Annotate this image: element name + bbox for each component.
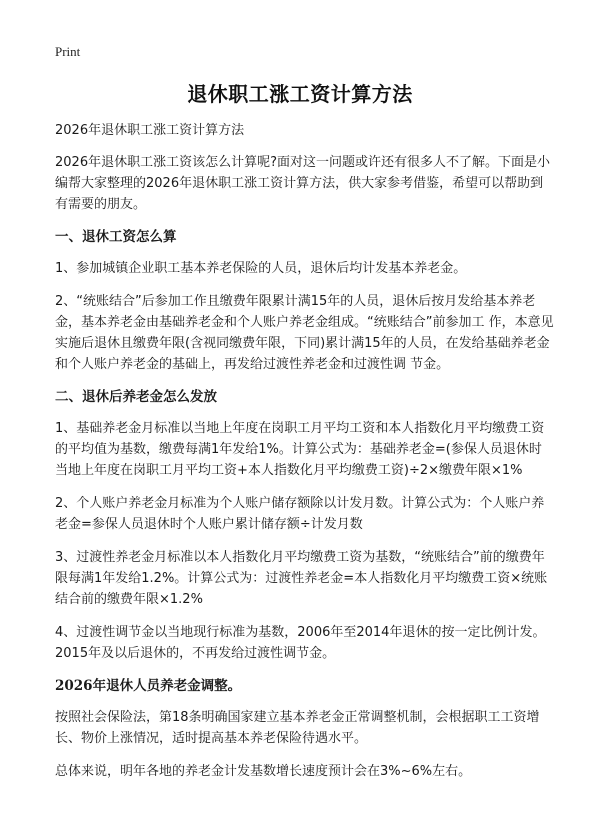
section-heading-2: 二、退休后养老金怎么发放	[55, 389, 217, 405]
article-title: 退休职工涨工资计算方法	[187, 82, 413, 106]
paragraph: 按照社会保险法，第18条明确国家建立基本养老金正常调整机制，会根据职工工资增长、物价上涨情况，适时提高基本养老保险待遇水平。	[55, 710, 540, 746]
section-heading-3: 2026年退休人员养老金调整。	[55, 678, 242, 694]
paragraph: 3、过渡性养老金月标准以本人指数化月平均缴费工资为基数，“统账结合”前的缴费年限每满1年发给1.2%。计算公式为：过渡性养老金=本人指数化月平均缴费工资×统账结合前的缴费年限×1.2%	[55, 550, 548, 607]
paragraph: 1、基础养老金月标准以当地上年度在岗职工月平均工资和本人指数化月平均缴费工资的平均值为基数，缴费每满1年发给1%。计算公式为：基础养老金=(参保人员退休时当地上年度在岗职工月平均工资+本人指数化月平均缴费工资)÷2×缴费年限×1%	[55, 421, 545, 478]
intro-paragraph: 2026年退休职工涨工资该怎么计算呢?面对这一问题或许还有很多人不了解。下面是小编帮大家整理的2026年退休职工涨工资计算方法，供大家参考借鉴，希望可以帮助到有需要的朋友。	[55, 155, 550, 212]
paragraph: 2、“统账结合”后参加工作且缴费年限累计满15年的人员，退休后按月发给基本养老金，基本养老金由基础养老金和个人账户养老金组成。“统账结合”前参加工 作，本意见实施后退休且缴费年限(含视同缴费年限，下同)累计满15年的人员，在发给基础养老金和个人账户养老金的基础上，再发给过渡性养老金和过渡性调 节金。	[55, 294, 554, 372]
paragraph: 2、个人账户养老金月标准为个人账户储存额除以计发月数。计算公式为：个人账户养老金=参保人员退休时个人账户累计储存额÷计发月数	[55, 496, 545, 532]
print-link[interactable]: Print	[55, 44, 81, 59]
paragraph: 总体来说，明年各地的养老金计发基数增长速度预计会在3%~6%左右。	[55, 764, 472, 779]
paragraph: 1、参加城镇企业职工基本养老保险的人员，退休后均计发基本养老金。	[55, 261, 467, 276]
article-body	[55, 120, 554, 794]
article-subtitle: 2026年退休职工涨工资计算方法	[55, 123, 245, 138]
section-heading-1: 一、退休工资怎么算	[55, 229, 177, 245]
paragraph: 4、过渡性调节金以当地现行标准为基数，2006年至2014年退休的按一定比例计发。2015年及以后退休的，不再发给过渡性调节金。	[55, 625, 546, 661]
